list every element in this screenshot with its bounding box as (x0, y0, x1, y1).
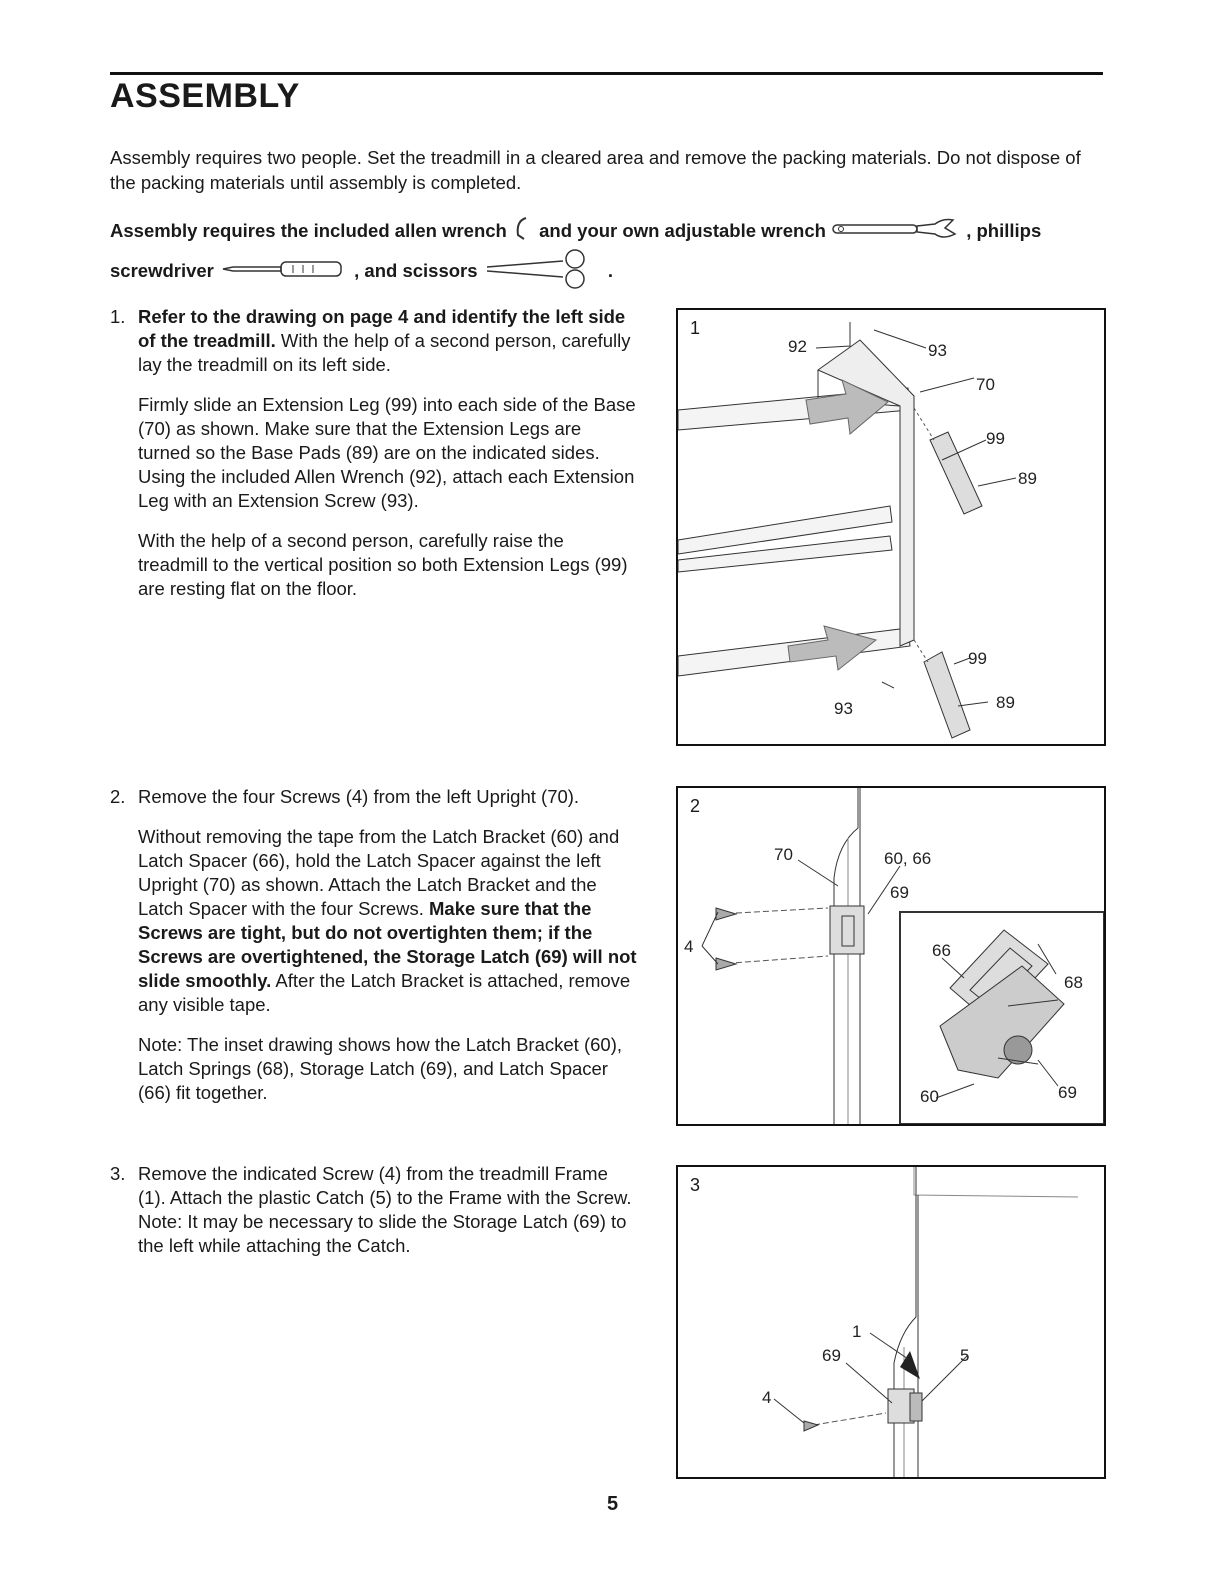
figure-label: 93 (928, 341, 947, 360)
figure-1 (676, 308, 1106, 746)
figure-number: 3 (690, 1175, 701, 1195)
figure-1-drawing (678, 310, 1104, 744)
figure-label: 68 (1064, 973, 1083, 992)
phillips-screwdriver-icon (219, 259, 349, 285)
tools-text-3: , phillips screwdriver (110, 219, 1042, 281)
tools-text-2: and your own adjustable wrench (539, 219, 826, 241)
intro-paragraph: Assembly requires two people. Set the treadmill in a cleared area and remove the packing materials. Do not dispose of the packing materials until assembly is completed. (110, 147, 1081, 193)
header-rule (110, 72, 1103, 75)
figure-number: 1 (690, 318, 701, 338)
figure-label: 70 (774, 845, 793, 864)
step-paragraph: Remove the four Screws (4) from the left Upright (70). (138, 786, 580, 807)
figure-label: 89 (996, 693, 1015, 712)
step-number: 3. (110, 1163, 126, 1184)
page-number: 5 (606, 1493, 619, 1515)
figure-label: 69 (1058, 1083, 1077, 1102)
figure-3-drawing (678, 1167, 1104, 1477)
figure-label: 99 (968, 649, 987, 668)
step-paragraph: Without removing the tape from the Latch Bracket (60) and Latch Spacer (66), hold the Latch Spacer against the left Upright (70) as shown. Attach the Latch Bracket and the Latch Spacer with the four Screws. Make sure that the Screws are tight, but do not overtighten them; if the Screws are overtightened, the Storage Latch (69) will not slide smoothly. After the Latch Bracket is attached, remove any visible tape. (138, 826, 637, 1015)
step-paragraph: Firmly slide an Extension Leg (99) into each side of the Base (70) as shown. Make sure that the Extension Legs are turned so the Base Pads (89) are on the indicated sides. Using the included Allen Wrench (92), attach each Extension Leg with an Extension Screw (93). (138, 394, 636, 511)
figure-label: 70 (976, 375, 995, 394)
figure-label: 1 (852, 1322, 862, 1341)
step-paragraph: Remove the indicated Screw (4) from the treadmill Frame (1). Attach the plastic Catch (5) to the Frame with the Screw. Note: It may be necessary to slide the Storage Latch (69) to the left while attaching the Catch. (138, 1163, 632, 1256)
figure-2-drawing (678, 788, 1104, 1124)
figure-label: 66 (932, 941, 951, 960)
tools-text-1: Assembly requires the included allen wrench (110, 219, 507, 241)
tools-text-4: , and scissors (354, 259, 478, 281)
figure-label: 69 (890, 883, 909, 902)
figure-label: 89 (1018, 469, 1037, 488)
step-number: 2. (110, 786, 126, 807)
figure-2 (676, 786, 1106, 1126)
figure-label: 4 (762, 1388, 772, 1407)
figure-label: 93 (834, 699, 853, 718)
figure-label: 60, 66 (884, 849, 932, 868)
figure-3 (676, 1165, 1106, 1479)
tools-text-5: . (607, 259, 613, 281)
figure-label: 99 (986, 429, 1005, 448)
figure-number: 2 (690, 796, 701, 816)
step-paragraph: With the help of a second person, carefully raise the treadmill to the vertical position so both Extension Legs (99) are resting flat on the floor. (138, 530, 628, 599)
step-number: 1. (110, 306, 126, 327)
figure-label: 4 (684, 937, 694, 956)
adjustable-wrench-icon (831, 216, 961, 248)
step-paragraph: Refer to the drawing on page 4 and identify the left side of the treadmill. With the help of a second person, carefully lay the treadmill on its left side. (138, 306, 631, 375)
figure-label: 92 (788, 337, 807, 356)
allen-wrench-icon (512, 215, 534, 249)
figure-label: 5 (960, 1346, 970, 1365)
figure-label: 69 (822, 1346, 841, 1365)
scissors-icon (483, 249, 603, 295)
page-title: ASSEMBLY (110, 77, 300, 115)
tools-required (110, 215, 1110, 295)
figure-label: 60 (920, 1087, 939, 1106)
step-paragraph: Note: The inset drawing shows how the Latch Bracket (60), Latch Springs (68), Storage Latch (69), and Latch Spacer (66) fit together. (138, 1034, 622, 1103)
